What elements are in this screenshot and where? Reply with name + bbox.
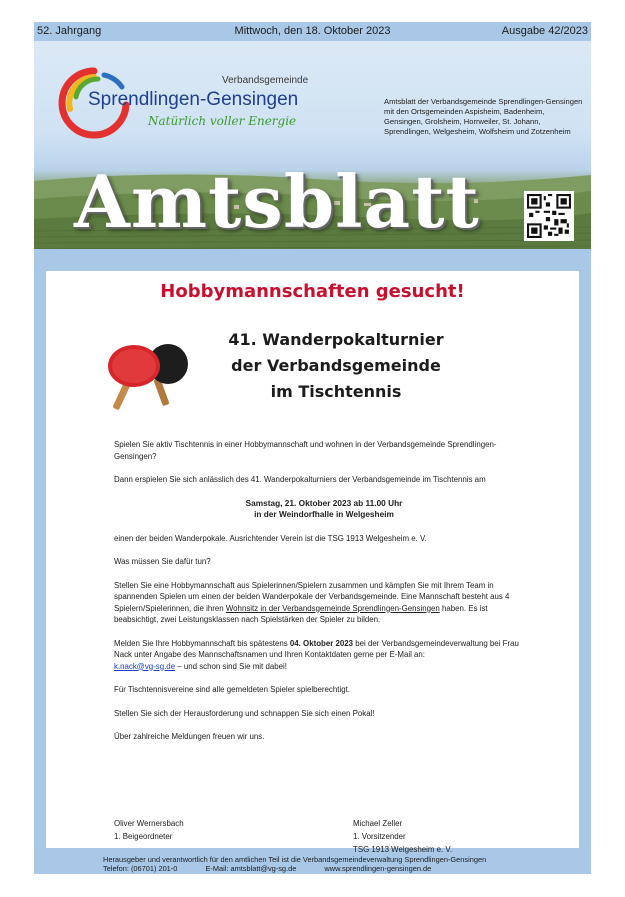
newspaper-page xyxy=(34,22,591,874)
paragraph xyxy=(114,638,534,673)
text-run: – und schon sind Sie mit dabei! xyxy=(175,661,287,671)
text-run: haben. Es ist beabsichtigt, zwei Leistungsklassen nach Spielstärken der Spieler zu bilden. xyxy=(114,603,488,624)
signature-right xyxy=(353,817,452,856)
signature-left xyxy=(114,817,184,843)
event-location: in der Weindorfhalle in Welgesheim xyxy=(254,509,394,519)
paragraph: Spielen Sie aktiv Tischtennis in einer Hobbymannschaft und wohnen in der Verbandsgemeinde Sprendlingen-Gensingen? xyxy=(114,440,497,461)
paragraph: Für Tischtennisvereine sind alle gemeldeten Spieler spielberechtigt. xyxy=(114,685,350,694)
article-headline: Hobbymannschaften gesucht! xyxy=(160,281,465,302)
signatory-club: TSG 1913 Welgesheim e. V. xyxy=(353,845,453,854)
event-date: Samstag, 21. Oktober 2023 ab 11.00 Uhr xyxy=(245,497,403,508)
table-tennis-paddles-icon xyxy=(104,334,194,414)
info-line: Sprendlingen, Welgesheim, Wolfsheim und Zotzenheim xyxy=(384,127,571,136)
issue-number: Ausgabe 42/2023 xyxy=(501,25,588,37)
article-panel xyxy=(46,271,579,854)
website-link[interactable]: www.sprendlingen-gensingen.de xyxy=(324,864,432,873)
masthead-title: Amtsblatt xyxy=(74,159,480,244)
phone: Telefon: (06701) 201-0 xyxy=(103,864,178,873)
qr-code-icon[interactable] xyxy=(524,191,574,241)
text-run: Melden Sie Ihre Hobbymannschaft bis spätestens xyxy=(114,638,290,648)
deadline-date: 04. Oktober 2023 xyxy=(289,638,354,648)
footer-email[interactable]: E-Mail: amtsblatt@vg-sg.de xyxy=(205,864,297,873)
publication-info xyxy=(384,97,591,137)
title-line: im Tischtennis xyxy=(270,382,402,401)
paragraph: einen der beiden Wanderpokale. Ausrichtender Verein ist die TSG 1913 Welgesheim e. V. xyxy=(114,533,427,543)
signatory-role: 1. Vorsitzender xyxy=(353,832,406,841)
article-body xyxy=(114,439,534,755)
text-run: Stellen Sie eine Hobbymannschaft aus Spielerinnen/Spielern zusammen und kämpfen Sie mit Ihrem Team in spannenden Spielen um einen der beiden Wanderpokale der Verbandsgemeinde. Eine Mannschaft besteht aus 4 Spielern/Spielerinnen, die ihren xyxy=(114,580,510,613)
event-details xyxy=(114,498,534,521)
signatory-name: Oliver Wernersbach xyxy=(114,819,184,828)
paragraph: Über zahlreiche Meldungen freuen wir uns. xyxy=(114,732,265,741)
info-line: Amtsblatt der Verbandsgemeinde Sprendlingen-Gensingen xyxy=(384,97,583,106)
info-line: Gensingen, Grolsheim, Horrweiler, St. Johann, xyxy=(384,117,541,126)
paragraph: Dann erspielen Sie sich anlässlich des 41. Wanderpokalturniers der Verbandsgemeinde im Tischtennis am xyxy=(114,475,486,484)
volume-label: 52. Jahrgang xyxy=(37,25,102,37)
publisher-line: Herausgeber und verantwortlich für den amtlichen Teil ist die Verbandsgemeindeverwaltung Sprendlingen-Gensingen xyxy=(103,855,487,864)
paragraph: Stellen Sie sich der Herausforderung und schnappen Sie sich einen Pokal! xyxy=(114,708,375,718)
title-line: der Verbandsgemeinde xyxy=(231,356,441,375)
issue-date: Mittwoch, den 18. Oktober 2023 xyxy=(234,25,391,37)
info-line: mit den Ortsgemeinden Aspisheim, Badenheim, xyxy=(384,107,545,116)
masthead-bar xyxy=(34,22,591,41)
logo xyxy=(56,65,309,145)
signatory-name: Michael Zeller xyxy=(353,819,403,828)
residence-requirement: Wohnsitz in der Verbandsgemeinde Sprendlingen-Gensingen xyxy=(225,603,440,613)
logo-subtitle: Verbandsgemeinde xyxy=(222,75,309,86)
paragraph xyxy=(114,580,534,626)
masthead-header xyxy=(34,41,591,249)
logo-slogan: Natürlich voller Energie xyxy=(148,114,297,128)
logo-name: Sprendlingen-Gensingen xyxy=(88,89,299,110)
footer xyxy=(34,852,591,874)
text-run: bei der Verbandsgemeindeverwaltung bei Frau Nack unter Angabe des Mannschaftsnamen und Ihren Kontaktdaten gerne per E-Mail an: xyxy=(114,638,519,659)
title-line: 41. Wanderpokalturnier xyxy=(228,330,444,349)
signatory-role: 1. Beigeordneter xyxy=(114,832,173,841)
tournament-title xyxy=(186,327,486,405)
paragraph: Was müssen Sie dafür tun? xyxy=(114,557,211,566)
email-link[interactable]: k.nack@vg-sg.de xyxy=(114,661,176,671)
contact-line xyxy=(103,864,457,873)
